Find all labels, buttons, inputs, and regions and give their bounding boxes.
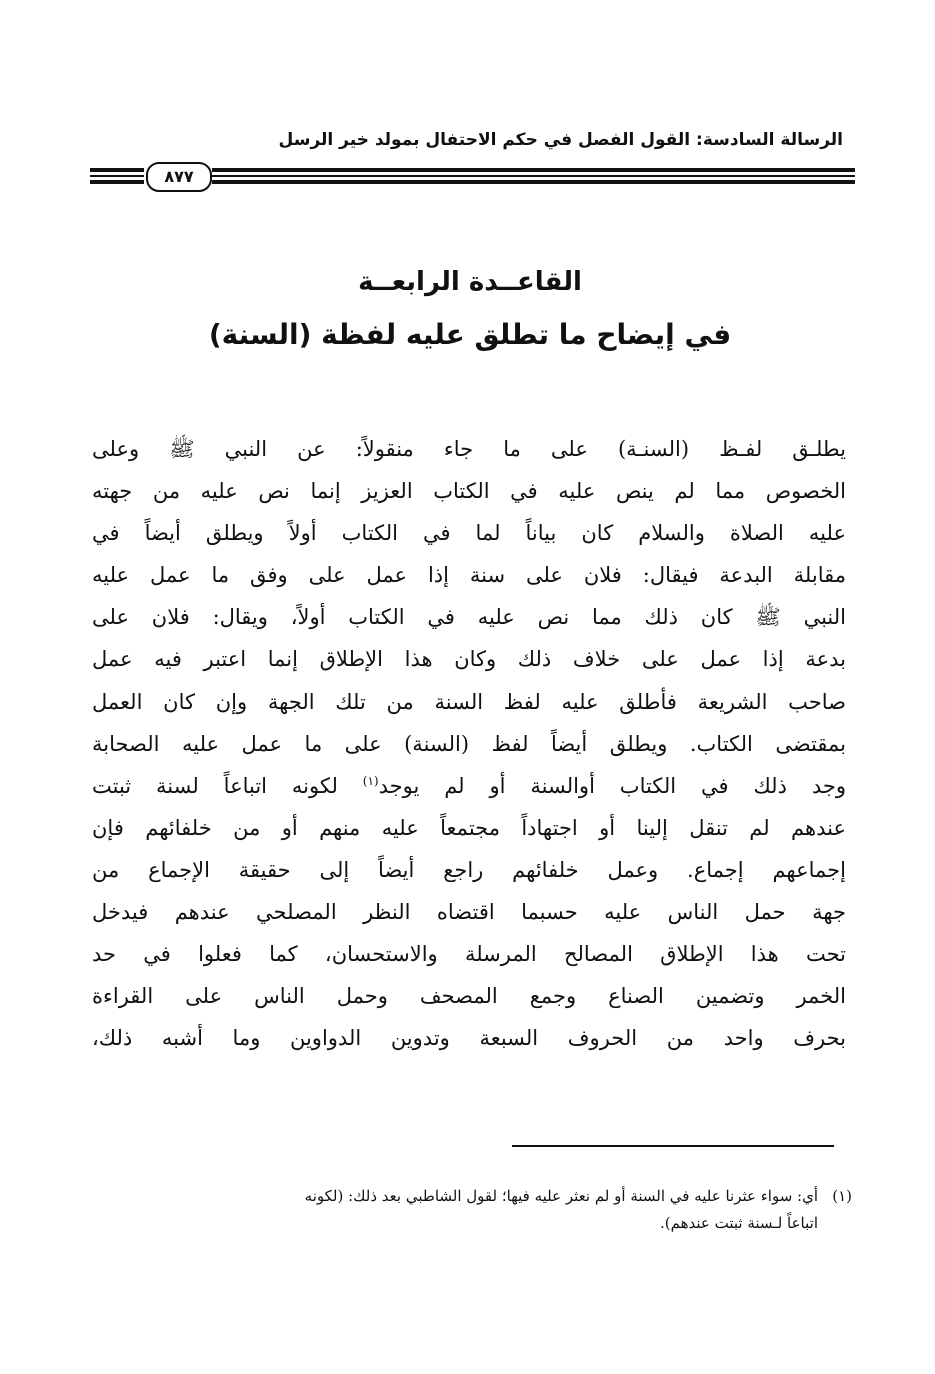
running-header-title: الرسالة السادسة: القول الفصل في حكم الاحتفال بمولد خير الرسل [278, 130, 843, 150]
footnote-number: (١) [832, 1187, 852, 1205]
footnote [92, 1183, 852, 1237]
body-line: بمقتضى الكتاب. ويطلق أيضاً لفظ (السنة) على ما عمل عليه الصحابة [92, 731, 846, 756]
header-rule-left-base [90, 180, 144, 184]
footnote-separator [512, 1145, 834, 1147]
body-line-text-tail: لكونه اتباعاً لسنة ثبتت [92, 773, 338, 798]
body-line: إجماعهم إجماع. وعمل خلفائهم راجع أيضاً إلى حقيقة الإجماع من [92, 857, 846, 882]
body-line: عندهم لم تنقل إلينا أو اجتهاداً مجتمعاً عليه منهم أو من خلفائهم فإن [92, 815, 846, 840]
body-line: بدعة إذا عمل على خلاف ذلك وكان هذا الإطلاق إنما اعتبر فيه عمل [92, 647, 846, 672]
body-line: جهة حمل الناس عليه حسبما اقتضاه النظر المصلحي عندهم فيدخل [92, 900, 846, 925]
footnote-line [92, 1210, 852, 1237]
header-rule-left-thick [90, 168, 144, 172]
section-subheading: في إيضاح ما تطلق عليه لفظة (السنة) [208, 318, 732, 351]
body-line: الخصوص مما لم ينص عليه في الكتاب العزيز إنما نص عليه من جهته [92, 479, 846, 504]
body-line: يطلـق لفـظ (السنـة) على ما جاء منقولاً: عن النبي ﷺ وعلى [92, 437, 846, 461]
body-line: مقابلة البدعة فيقال: فلان على سنة إذا عمل على وفق ما عمل عليه [92, 563, 846, 588]
header-rule-right-thin [212, 175, 855, 177]
header-rule-left-thin [90, 175, 144, 177]
body-line-text: وجد ذلك في الكتاب أوالسنة أو لم يوجد [378, 773, 846, 798]
body-line: الخمر وتضمين الصناع وجمع المصحف وحمل الناس على القراءة [92, 984, 846, 1009]
header-rule-right-base [212, 180, 855, 184]
body-line: عليه الصلاة والسلام كان بياناً لما في الكتاب أولاً ويطلق أيضاً في [92, 521, 846, 546]
footnote-reference[interactable]: (١) [362, 773, 379, 788]
footnote-text: اتباعاً لـسنة ثبتت عندهم). [660, 1214, 818, 1232]
footnote-text: أي: سواء عثرنا عليه في السنة أو لم نعثر عليه فيها؛ لقول الشاطبي بعد ذلك: (لكونه [304, 1187, 818, 1205]
body-line: بحرف واحد من الحروف السبعة وتدوين الدواوين وما أشبه ذلك، [92, 1026, 846, 1051]
header-rule-right-thick [212, 168, 855, 172]
body-line: النبي ﷺ كان ذلك مما نص عليه في الكتاب أولاً، ويقال: فلان على [92, 605, 846, 630]
footnote-line [92, 1183, 852, 1210]
body-paragraph [92, 428, 846, 1059]
body-line-with-footnote-ref [92, 765, 846, 807]
body-line: تحت هذا الإطلاق المصالح المرسلة والاستحسان، كما فعلوا في حد [92, 942, 846, 967]
section-heading: القاعــدة الرابعــة [358, 267, 582, 297]
page-number: ٨٧٧ [146, 162, 212, 192]
body-line: صاحب الشريعة فأطلق عليه لفظ السنة من تلك الجهة وإن كان العمل [92, 689, 846, 714]
